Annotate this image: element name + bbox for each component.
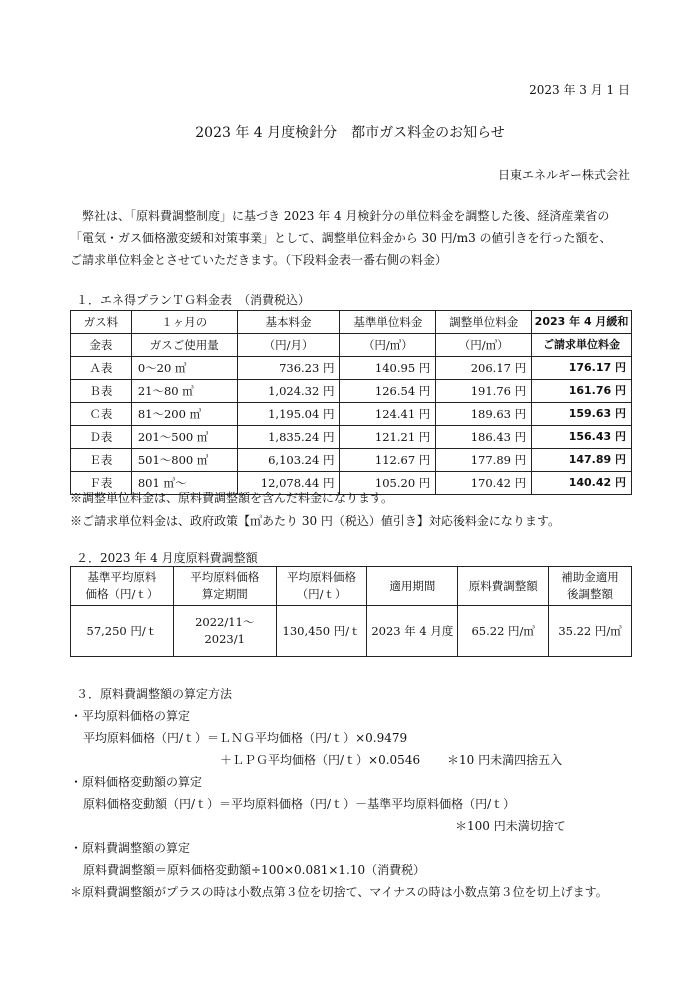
rate-cell-usage: 201～500 ㎥ [131, 426, 237, 449]
header-cell: 平均原料価格 算定期間 [173, 567, 276, 606]
header-cell: 平均原料価格 （円/ｔ） [276, 567, 367, 606]
rate-cell-std: 126.54 円 [340, 380, 436, 403]
header-cell: 基本料金 [237, 311, 340, 334]
header-cell: 補助金適用 後調整額 [549, 567, 632, 606]
header-cell: 原料費調整額 [458, 567, 549, 606]
avg-price-cell: 130,450 円/ｔ [276, 606, 367, 657]
calc-subheading: ・平均原料価格の算定 [70, 709, 191, 723]
rate-cell-usage: 0～20 ㎥ [131, 357, 237, 380]
adjustment-header-row [71, 567, 632, 606]
adjust-amount-cell: 65.22 円/㎥ [458, 606, 549, 657]
adjustment-table [70, 566, 632, 657]
rate-cell-base: 736.23 円 [237, 357, 340, 380]
rate-cell-usage: 501～800 ㎥ [131, 449, 237, 472]
rate-cell-table: Ｃ表 [71, 403, 132, 426]
company-name: 日東エネルギー株式会社 [497, 168, 630, 182]
period-cell: 2022/11～ 2023/1 [173, 606, 276, 657]
header-cell: ご請求単位料金 [532, 334, 632, 357]
rate-cell-base: 1,195.04 円 [237, 403, 340, 426]
rate-cell-base: 6,103.24 円 [237, 449, 340, 472]
rate-cell-bill: 159.63 円 [532, 403, 632, 426]
rate-cell-adj: 206.17 円 [436, 357, 532, 380]
section2-heading: ２．2023 年 4 月度原料費調整額 [76, 551, 258, 565]
std-price-cell: 57,250 円/ｔ [71, 606, 174, 657]
rate-table-row [71, 380, 632, 403]
apply-period-cell: 2023 年 4 月度 [367, 606, 458, 657]
adjustment-data-row [71, 606, 632, 657]
rate-cell-bill: 161.76 円 [532, 380, 632, 403]
header-cell: ガス料 [71, 311, 132, 334]
rate-cell-table: Ｂ表 [71, 380, 132, 403]
header-cell: 適用期間 [367, 567, 458, 606]
header-cell: ガスご使用量 [131, 334, 237, 357]
calc-note: ＊100 円未満切捨て [455, 819, 566, 833]
header-cell: 2023 年 4 月緩和 [532, 311, 632, 334]
rate-cell-adj: 186.43 円 [436, 426, 532, 449]
subsidy-amount-cell: 35.22 円/㎥ [549, 606, 632, 657]
rate-table-header-row [71, 334, 632, 357]
calc-formula: ＋ＬＰＧ平均価格（円/ｔ）×0.0546 [220, 753, 421, 767]
rate-cell-usage: 801 ㎥～ [131, 472, 237, 495]
header-cell: （円/㎥） [340, 334, 436, 357]
rate-table-row [71, 449, 632, 472]
section3-heading: ３．原料費調整額の算定方法 [76, 687, 233, 701]
rate-cell-std: 121.21 円 [340, 426, 436, 449]
calc-formula: 原料価格変動額（円/ｔ）＝平均原料価格（円/ｔ）－基準平均原料価格（円/ｔ） [83, 797, 516, 811]
rate-table [70, 310, 632, 495]
issue-date: 2023 年 3 月 1 日 [529, 83, 630, 97]
header-cell: １ヶ月の [131, 311, 237, 334]
intro-line: 弊社は、「原料費調整制度」に基づき 2023 年 4 月検針分の単位料金を調整した後、経済産業省の [70, 209, 610, 223]
rate-note: ※調整単位料金は、原料費調整額を含んだ料金になります。 [70, 491, 394, 505]
rate-cell-adj: 191.76 円 [436, 380, 532, 403]
intro-paragraph [70, 205, 645, 271]
document-title: 2023 年 4 月度検針分 都市ガス料金のお知らせ [195, 125, 505, 141]
header-cell: 調整単位料金 [436, 311, 532, 334]
rate-cell-bill: 176.17 円 [532, 357, 632, 380]
rate-cell-usage: 81～200 ㎥ [131, 403, 237, 426]
rate-table-row [71, 357, 632, 380]
header-cell: 基準単位料金 [340, 311, 436, 334]
rate-cell-table: Ｄ表 [71, 426, 132, 449]
rate-note: ※ご請求単位料金は、政府政策【㎥あたり 30 円（税込）値引き】対応後料金になります。 [70, 514, 560, 528]
rate-cell-bill: 156.43 円 [532, 426, 632, 449]
rate-cell-std: 112.67 円 [340, 449, 436, 472]
rate-table-row [71, 403, 632, 426]
rate-cell-bill: 147.89 円 [532, 449, 632, 472]
header-cell: 基準平均原料 価格（円/ｔ） [71, 567, 174, 606]
calc-final-note: ＊原料費調整額がプラスの時は小数点第３位を切捨て、マイナスの時は小数点第３位を切上げます。 [70, 885, 608, 899]
intro-line: ご請求単位料金とさせていただきます。（下段料金表一番右側の料金） [70, 253, 448, 267]
rate-cell-table: Ａ表 [71, 357, 132, 380]
calc-subheading: ・原料価格変動額の算定 [70, 775, 203, 789]
calc-note: ＊10 円未満四捨五入 [447, 753, 563, 767]
rate-cell-std: 105.20 円 [340, 472, 436, 495]
rate-cell-base: 1,835.24 円 [237, 426, 340, 449]
rate-cell-usage: 21～80 ㎥ [131, 380, 237, 403]
rate-cell-adj: 170.42 円 [436, 472, 532, 495]
rate-cell-std: 124.41 円 [340, 403, 436, 426]
header-cell: （円/㎥） [436, 334, 532, 357]
calc-formula: 平均原料価格（円/ｔ）＝ＬＮＧ平均価格（円/ｔ）×0.9479 [83, 731, 408, 745]
header-cell: （円/月） [237, 334, 340, 357]
rate-cell-adj: 189.63 円 [436, 403, 532, 426]
header-cell: 金表 [71, 334, 132, 357]
rate-table-header-row [71, 311, 632, 334]
rate-cell-base: 12,078.44 円 [237, 472, 340, 495]
rate-cell-base: 1,024.32 円 [237, 380, 340, 403]
intro-line: 「電気・ガス価格激変緩和対策事業」として、調整単位料金から 30 円/m3 の値引きを行った額を、 [70, 231, 612, 245]
section1-heading: １．エネ得プランＴＧ料金表 （消費税込） [76, 293, 311, 307]
rate-cell-adj: 177.89 円 [436, 449, 532, 472]
rate-cell-table: Ｆ表 [71, 472, 132, 495]
rate-cell-table: Ｅ表 [71, 449, 132, 472]
calc-subheading: ・原料費調整額の算定 [70, 841, 191, 855]
rate-cell-std: 140.95 円 [340, 357, 436, 380]
rate-cell-bill: 140.42 円 [532, 472, 632, 495]
rate-table-row [71, 426, 632, 449]
calc-formula: 原料費調整額＝原料価格変動額÷100×0.081×1.10（消費税） [83, 863, 426, 877]
